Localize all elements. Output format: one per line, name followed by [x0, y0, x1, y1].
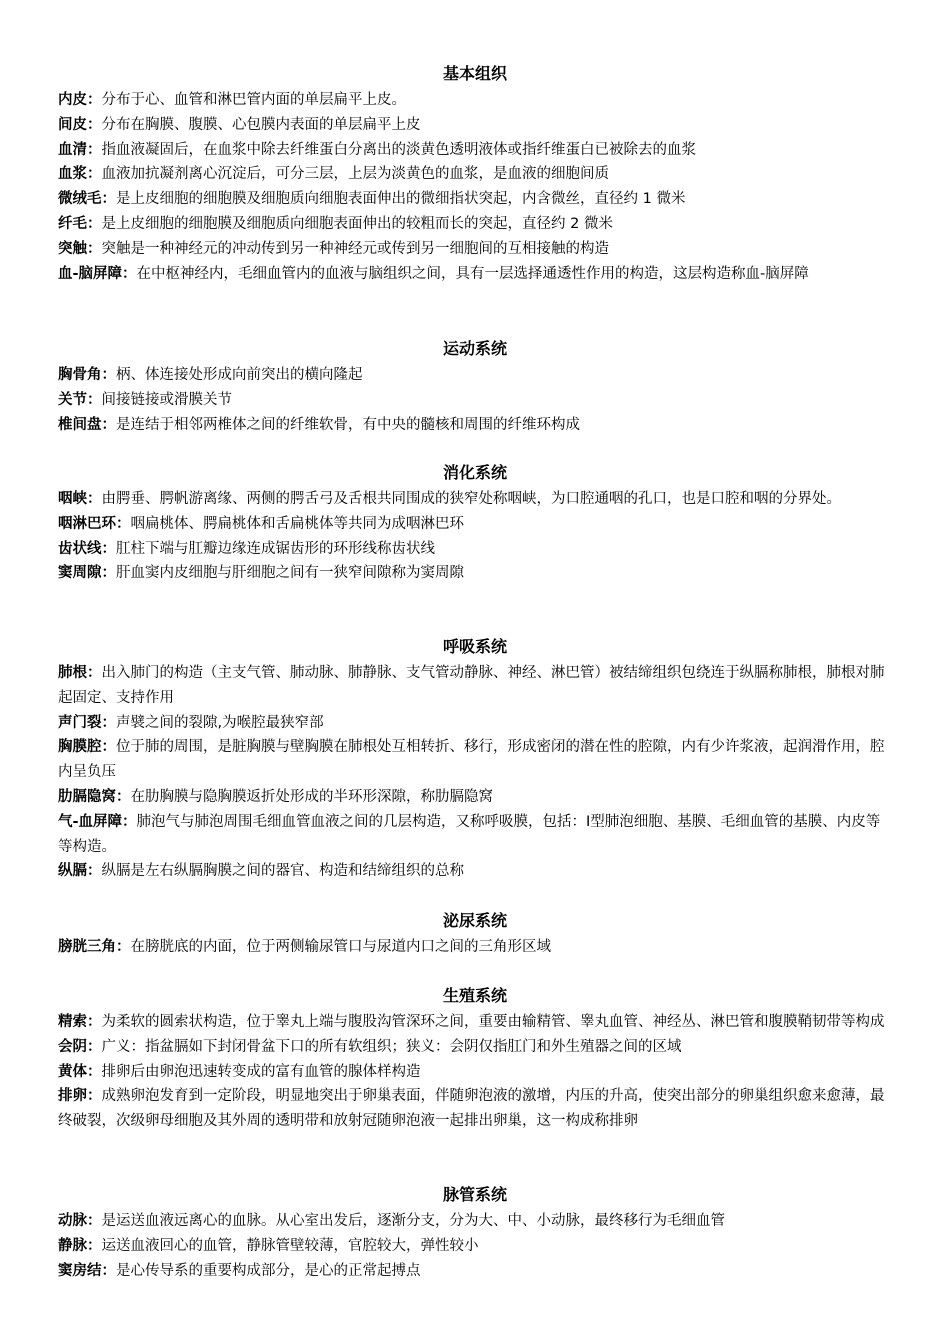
entry-term: 肺根： [58, 665, 102, 681]
entry-term: 黄体： [58, 1063, 102, 1080]
section-vascular-system [58, 1185, 892, 1283]
entry [58, 138, 892, 163]
entry [58, 785, 892, 810]
entry-text: 排卵后由卵泡迅速转变成的富有血管的腺体样构造 [101, 1063, 421, 1080]
entry-text: 肺泡气与肺泡周围毛细血管血液之间的几层构造，又称呼吸膜，包括：Ⅰ型肺泡细胞、基膜、毛细血管的基膜、内皮等等构造。 [58, 813, 881, 855]
entry [58, 1060, 892, 1085]
entry-term: 纵膈： [58, 863, 102, 880]
entry [58, 1035, 892, 1060]
entry-term: 动脉： [58, 1213, 102, 1229]
entry-text: 出入肺门的构造（主支气管、肺动脉、肺静脉、支气管动静脉、神经、淋巴管）被结缔组织包绕连于纵膈称肺根，肺根对肺起固定、支持作用 [58, 665, 885, 706]
entry [58, 1209, 892, 1234]
entry-term: 纤毛： [58, 215, 102, 232]
entry-text: 柄、体连接处形成向前突出的横向隆起 [116, 367, 363, 383]
entry-text: 运送血液回心的血管，静脉管壁较薄，官腔较大，弹性较小 [101, 1237, 479, 1254]
entry-text: 是上皮细胞的细胞膜及细胞质向细胞表面伸出的微细指状突起，内含微丝，直径约 1 微米 [116, 191, 686, 208]
entry [58, 810, 892, 860]
entry-term: 胸骨角： [58, 367, 116, 383]
section-title: 泌尿系统 [442, 911, 507, 930]
entry-term: 精索： [58, 1014, 102, 1030]
entry-text: 是连结于相邻两椎体之间的纤维软骨，有中央的髓核和周围的纤维环构成 [116, 416, 580, 433]
entry-term: 齿状线： [58, 540, 116, 557]
entry-text: 突触是一种神经元的冲动传到另一种神经元或传到另一细胞间的互相接触的构造 [101, 240, 609, 257]
entry [58, 935, 892, 960]
entry-term: 肋膈隐窝： [58, 788, 131, 805]
entry-text: 肛柱下端与肛瓣边缘连成锯齿形的环形线称齿状线 [116, 540, 435, 557]
section-basic-tissue [58, 64, 892, 286]
entry [58, 388, 892, 413]
entry-term: 窦房结： [58, 1262, 116, 1279]
section-title: 脉管系统 [442, 1185, 507, 1204]
entry-text: 分布于心、血管和淋巴管内面的单层扁平上皮。 [101, 92, 406, 108]
entry-text: 肝血窦内皮细胞与肝细胞之间有一狭窄间隙称为窦周隙 [116, 565, 464, 582]
entry [58, 537, 892, 562]
entry [58, 88, 892, 113]
entry [58, 262, 892, 287]
entry-term: 膀胱三角： [58, 939, 131, 955]
entry-term: 椎间盘： [58, 416, 116, 433]
entry-term: 关节： [58, 391, 102, 408]
section-respiratory-system [58, 637, 892, 884]
entry [58, 212, 892, 237]
entry [58, 1234, 892, 1259]
entry-text: 成熟卵泡发育到一定阶段，明显地突出于卵巢表面，伴随卵泡液的激增，内压的升高，使突出部分的卵巢组织愈来愈薄，最终破裂，次级卵母细胞及其外周的透明带和放射冠随卵泡液一起排出卵巢，这一构成称排卵 [58, 1088, 885, 1130]
entry-term: 血浆： [58, 166, 102, 183]
entry-term: 咽峡： [58, 491, 102, 507]
section-title: 生殖系统 [442, 986, 507, 1005]
entry-text: 由腭垂、腭帆游离缘、两侧的腭舌弓及舌根共同围成的狭窄处称咽峡，为口腔通咽的孔口，也是口腔和咽的分界处。 [101, 491, 841, 507]
entry [58, 113, 892, 138]
entry-text: 血液加抗凝剂离心沉淀后，可分三层，上层为淡黄色的血浆，是血液的细胞间质 [101, 166, 609, 183]
entry [58, 363, 892, 388]
entry-text: 是上皮细胞的细胞膜及细胞质向细胞表面伸出的较粗而长的突起，直径约 2 微米 [101, 215, 613, 232]
entry [58, 859, 892, 884]
entry-term: 窦周隙： [58, 565, 116, 582]
entry-term: 气-血屏障： [58, 813, 137, 830]
entry-term: 静脉： [58, 1237, 102, 1254]
entry [58, 487, 892, 512]
section-urinary-system [58, 911, 892, 960]
entry-text: 广义：指盆膈如下封闭骨盆下口的所有软组织；狭义：会阴仅指肛门和外生殖器之间的区域 [101, 1038, 682, 1055]
entry [58, 1010, 892, 1035]
entry-text: 咽扁桃体、腭扁桃体和舌扁桃体等共同为成咽淋巴环 [130, 515, 464, 532]
entry-text: 纵膈是左右纵膈胸膜之间的器官、构造和结缔组织的总称 [101, 863, 464, 880]
section-digestive-system [58, 463, 892, 586]
entry [58, 187, 892, 212]
entry-term: 内皮： [58, 92, 102, 108]
entry-text: 在中枢神经内，毛细血管内的血液与脑组织之间，具有一层选择通透性作用的构造，这层构造称血-脑屏障 [136, 265, 809, 282]
entry [58, 661, 892, 711]
entry-term: 血清： [58, 141, 102, 158]
entry-text: 是运送血液远离心的血脉。从心室出发后，逐渐分支，分为大、中、小动脉，最终移行为毛细血管 [101, 1213, 725, 1229]
entry-text: 间接链接或滑膜关节 [101, 391, 232, 408]
section-title: 基本组织 [442, 64, 507, 83]
section-title: 消化系统 [442, 463, 507, 482]
entry-text: 为柔软的圆索状构造，位于睾丸上端与腹股沟管深环之间，重要由输精管、睾丸血管、神经丛、淋巴管和腹膜鞘韧带等构成 [101, 1014, 885, 1030]
entry-term: 血-脑屏障： [58, 265, 137, 282]
entry-text: 位于肺的周围，是脏胸膜与壁胸膜在肺根处互相转折、移行，形成密闭的潜在性的腔隙，内有少许浆液，起润滑作用，腔内呈负压 [58, 739, 885, 781]
entry [58, 711, 892, 736]
entry [58, 1084, 892, 1134]
section-motor-system [58, 339, 892, 437]
entry-text: 是心传导系的重要构成部分，是心的正常起搏点 [116, 1262, 421, 1279]
entry [58, 413, 892, 438]
entry [58, 162, 892, 187]
section-title: 运动系统 [442, 339, 507, 358]
entry-text: 在肋胸膜与隐胸膜返折处形成的半环形深隙，称肋膈隐窝 [130, 788, 493, 805]
entry-term: 突触： [58, 240, 102, 257]
entry [58, 1259, 892, 1284]
section-title: 呼吸系统 [442, 637, 507, 656]
entry-term: 微绒毛： [58, 191, 116, 208]
entry-text: 声襞之间的裂隙,为喉腔最狭窄部 [116, 714, 324, 731]
entry [58, 561, 892, 586]
entry-term: 排卵： [58, 1088, 102, 1105]
section-reproductive-system [58, 986, 892, 1134]
entry [58, 512, 892, 537]
entry-text: 指血液凝固后，在血浆中除去纤维蛋白分离出的淡黄色透明液体或指纤维蛋白已被除去的血浆 [101, 141, 696, 158]
entry-term: 会阴： [58, 1038, 102, 1055]
entry [58, 735, 892, 785]
entry-text: 分布在胸膜、腹膜、心包膜内表面的单层扁平上皮 [101, 116, 421, 133]
entry-term: 胸膜腔： [58, 739, 116, 756]
entry-term: 声门裂： [58, 714, 116, 731]
entry-term: 咽淋巴环： [58, 515, 131, 532]
entry-term: 间皮： [58, 116, 102, 133]
entry-text: 在膀胱底的内面，位于两侧输尿管口与尿道内口之间的三角形区域 [130, 939, 551, 955]
entry [58, 237, 892, 262]
